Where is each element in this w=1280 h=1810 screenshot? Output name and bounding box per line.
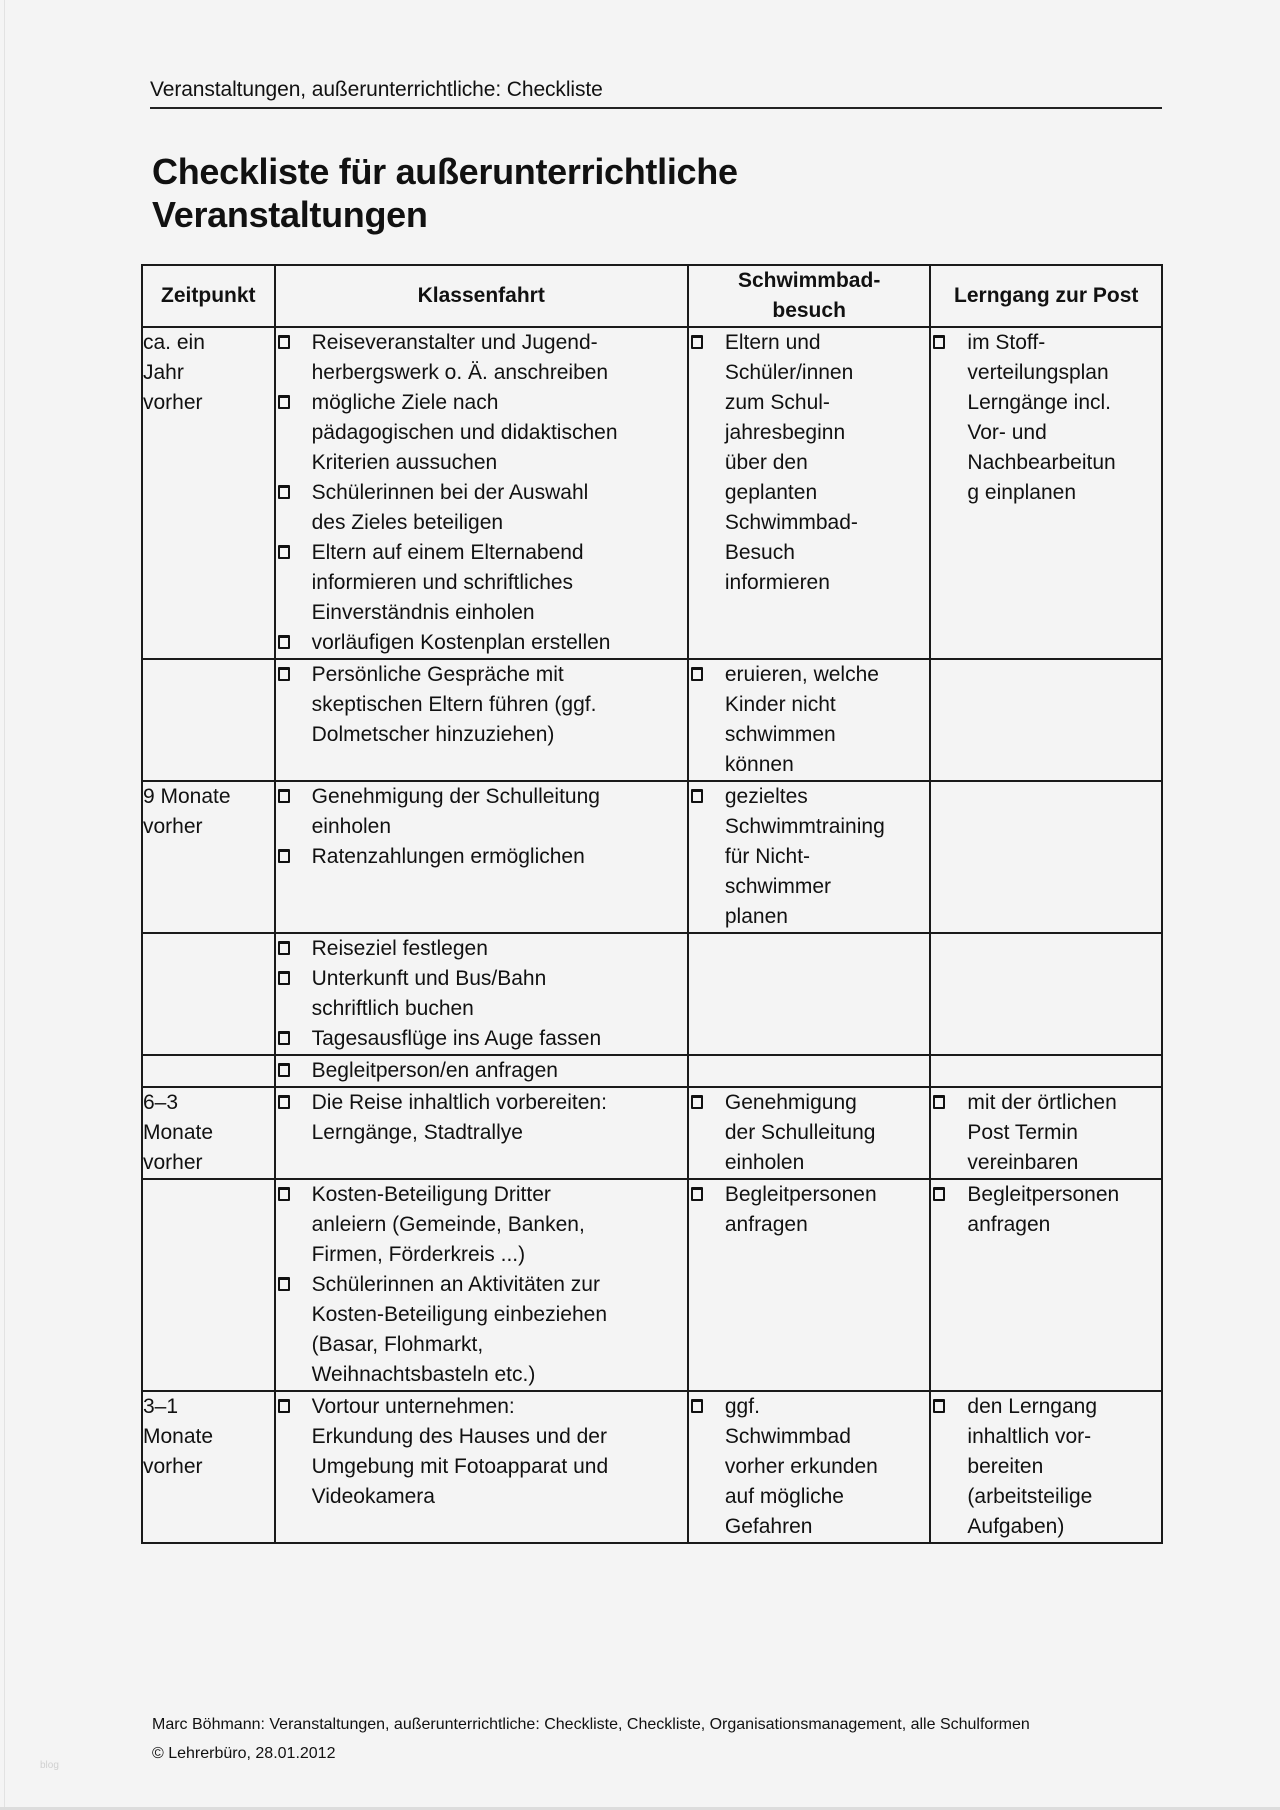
checklist-item-line: Lerngänge incl.: [967, 391, 1112, 414]
checklist-item-line: Weihnachtsbasteln etc.): [311, 1363, 536, 1386]
checklist-item-text: [967, 1180, 1161, 1240]
checklist-item-text: [725, 1392, 930, 1542]
table-row: [142, 1087, 1162, 1179]
cell-zeitpunkt: [142, 1179, 275, 1391]
checkbox-icon[interactable]: [691, 789, 703, 803]
page-title: [152, 150, 738, 236]
cell-zeitpunkt: [142, 659, 275, 781]
checkbox-icon[interactable]: [278, 395, 290, 409]
checklist-item-line: Gefahren: [724, 1515, 813, 1538]
checkbox-icon[interactable]: [691, 1399, 703, 1413]
cell-schwimmbad: [688, 659, 931, 781]
checkbox-icon[interactable]: [278, 485, 290, 499]
checklist-item-text: [312, 388, 687, 478]
cell-klassenfahrt: [275, 933, 688, 1055]
checklist-item-line: Begleitperson/en anfragen: [311, 1059, 558, 1082]
checklist-item-line: Kosten-Beteiligung Dritter: [311, 1183, 551, 1206]
checklist-item-line: den Lerngang: [967, 1395, 1098, 1418]
checklist-item-line: anfragen: [724, 1213, 808, 1236]
checklist-item-line: für Nicht-: [724, 845, 811, 868]
table-row: [142, 1391, 1162, 1543]
header-text: Schwimmbad-: [737, 269, 881, 292]
checklist-item-line: Videokamera: [311, 1485, 435, 1508]
checklist-item: [276, 1270, 687, 1390]
checklist-item-text: [312, 478, 687, 538]
checklist-item-line: schwimmer: [724, 875, 832, 898]
checklist-item: [276, 1180, 687, 1270]
checkbox-icon[interactable]: [278, 635, 290, 649]
checklist-item: [276, 934, 687, 964]
checklist-item-line: (Basar, Flohmarkt,: [311, 1333, 484, 1356]
checklist-item-text: [312, 934, 687, 964]
cell-zeitpunkt: [142, 1055, 275, 1087]
checklist-item-line: schriftlich buchen: [311, 997, 474, 1020]
checklist-item-line: herbergswerk o. Ä. anschreiben: [311, 361, 609, 384]
checklist-item-line: des Zieles beteiligen: [311, 511, 504, 534]
checklist-item: [276, 964, 687, 1024]
header-post: [930, 265, 1162, 327]
checklist-item-line: vereinbaren: [967, 1151, 1079, 1174]
cell-zeitpunkt: [142, 933, 275, 1055]
checklist-item-text: [725, 1180, 930, 1240]
checklist-item: [689, 660, 930, 780]
checklist-item: [931, 328, 1161, 508]
header-klassenfahrt: [275, 265, 688, 327]
checklist-item-line: pädagogischen und didaktischen: [311, 421, 618, 444]
checklist-item-line: Genehmigung der Schulleitung: [311, 785, 600, 808]
zeitpunkt-text: Monate: [143, 1121, 214, 1144]
checklist-item-text: [312, 1024, 687, 1054]
table-row: [142, 781, 1162, 933]
table-row: [142, 659, 1162, 781]
checklist-item-line: Schülerinnen bei der Auswahl: [311, 481, 589, 504]
cell-post: [930, 1055, 1162, 1087]
checklist-item-line: Begleitpersonen: [724, 1183, 877, 1206]
cell-zeitpunkt: [142, 781, 275, 933]
running-header: Veranstaltungen, außerunterrichtliche: Checkliste: [150, 78, 603, 101]
zeitpunkt-text: vorher: [143, 815, 203, 838]
checklist-item-line: Erkundung des Hauses und der: [311, 1425, 607, 1448]
checklist-item: [276, 1392, 687, 1512]
header-text: Klassenfahrt: [417, 284, 545, 307]
checklist-item-line: Unterkunft und Bus/Bahn: [311, 967, 547, 990]
checklist-item-line: Besuch: [724, 541, 795, 564]
checklist-item: [276, 1056, 687, 1086]
cell-schwimmbad: [688, 1179, 931, 1391]
table-row: [142, 327, 1162, 659]
table-body: [142, 327, 1162, 1543]
checkbox-icon[interactable]: [278, 667, 290, 681]
cell-schwimmbad: [688, 1087, 931, 1179]
checklist-item-text: [312, 1180, 687, 1270]
checkbox-icon[interactable]: [278, 1187, 290, 1201]
checklist-item-line: geplanten: [724, 481, 818, 504]
cell-post: [930, 327, 1162, 659]
cell-post: [930, 1179, 1162, 1391]
header-zeitpunkt: [142, 265, 275, 327]
cell-klassenfahrt: [275, 1087, 688, 1179]
checklist-item-line: Eltern und: [724, 331, 821, 354]
header-schwimmbad: [688, 265, 931, 327]
cell-post: [930, 1087, 1162, 1179]
checkbox-icon[interactable]: [278, 971, 290, 985]
checkbox-icon[interactable]: [933, 335, 945, 349]
checklist-item: [276, 628, 687, 658]
checklist-item: [276, 388, 687, 478]
checkbox-icon[interactable]: [278, 1399, 290, 1413]
checklist-item-line: Begleitpersonen: [967, 1183, 1120, 1206]
cell-klassenfahrt: [275, 1179, 688, 1391]
checklist-item-line: Dolmetscher hinzuziehen): [311, 723, 555, 746]
checklist-item-line: skeptischen Eltern führen (ggf.: [311, 693, 597, 716]
checklist-item-line: über den: [724, 451, 808, 474]
checklist-item-line: Einverständnis einholen: [311, 601, 535, 624]
checkbox-icon[interactable]: [278, 1277, 290, 1291]
checkbox-icon[interactable]: [691, 1187, 703, 1201]
checklist-item-line: Schwimmbad-: [724, 511, 858, 534]
checklist-item-text: [967, 1088, 1161, 1178]
cell-klassenfahrt: [275, 781, 688, 933]
checklist-item-text: [312, 782, 687, 842]
checklist-item-line: Kosten-Beteiligung einbeziehen: [311, 1303, 607, 1326]
checklist-item-text: [312, 538, 687, 628]
checklist-item-text: [725, 782, 930, 932]
checklist-item-text: [967, 328, 1161, 508]
cell-zeitpunkt: [142, 327, 275, 659]
footer-citation: Marc Böhmann: Veranstaltungen, außerunterrichtliche: Checkliste, Checkliste, Organisationsmanagement, alle Schulformen: [152, 1716, 1030, 1733]
checklist-item: [689, 1088, 930, 1178]
checklist-item-text: [312, 964, 687, 1024]
checklist-item-text: [312, 1056, 687, 1086]
zeitpunkt-text: 9 Monate: [143, 785, 231, 808]
checklist-item: [276, 842, 687, 872]
cell-schwimmbad: [688, 1055, 931, 1087]
checkbox-icon[interactable]: [278, 941, 290, 955]
checkbox-icon[interactable]: [933, 1399, 945, 1413]
checklist-item-line: anfragen: [967, 1213, 1051, 1236]
header-text: besuch: [772, 299, 846, 322]
table-row: [142, 1179, 1162, 1391]
header-text: Lerngang zur Post: [954, 284, 1139, 307]
checkbox-icon[interactable]: [691, 667, 703, 681]
zeitpunkt-text: Jahr: [143, 361, 184, 384]
checkbox-icon[interactable]: [278, 335, 290, 349]
checklist-item: [276, 782, 687, 842]
checklist-item-line: Schülerinnen an Aktivitäten zur: [311, 1273, 600, 1296]
cell-schwimmbad: [688, 933, 931, 1055]
cell-post: [930, 781, 1162, 933]
checklist-item-line: Umgebung mit Fotoapparat und: [311, 1455, 609, 1478]
checklist-item-line: verteilungsplan: [967, 361, 1109, 384]
checklist-item-text: [312, 1392, 687, 1512]
checklist-item: [276, 478, 687, 538]
checklist-item-line: Nachbearbeitun: [967, 451, 1116, 474]
checklist-item-text: [312, 328, 687, 388]
header-text: Zeitpunkt: [161, 284, 256, 307]
checklist-item-line: Schüler/innen: [724, 361, 854, 384]
page-edge: [0, 0, 5, 1810]
cell-zeitpunkt: [142, 1087, 275, 1179]
footer-copyright: © Lehrerbüro, 28.01.2012: [152, 1745, 336, 1762]
checklist-item-line: Vor- und: [967, 421, 1047, 444]
cell-klassenfahrt: [275, 1055, 688, 1087]
checkbox-icon[interactable]: [691, 1095, 703, 1109]
header-rule: [150, 107, 1162, 109]
checklist-item-line: bereiten: [967, 1455, 1044, 1478]
checklist-item: [276, 1024, 687, 1054]
checklist-item-line: Lerngänge, Stadtrallye: [311, 1121, 523, 1144]
checklist-item-line: gezieltes: [724, 785, 808, 808]
checklist-item-line: Die Reise inhaltlich vorbereiten:: [311, 1091, 607, 1114]
checklist-item-text: [725, 328, 930, 598]
cell-schwimmbad: [688, 781, 931, 933]
checklist-item: [276, 660, 687, 750]
checklist-item-text: [725, 1088, 930, 1178]
checklist-item: [689, 1392, 930, 1542]
checklist-item-line: Reiseveranstalter und Jugend-: [311, 331, 598, 354]
zeitpunkt-text: 6–3: [143, 1091, 179, 1114]
checkbox-icon[interactable]: [278, 545, 290, 559]
zeitpunkt-text: vorher: [143, 1455, 203, 1478]
checklist-item: [689, 328, 930, 598]
checklist-table: [141, 264, 1163, 1544]
checklist-item-line: können: [724, 753, 794, 776]
zeitpunkt-text: ca. ein: [143, 331, 205, 354]
checklist-item-text: [725, 660, 930, 780]
checkbox-icon[interactable]: [278, 1063, 290, 1077]
checklist-item-line: schwimmen: [724, 723, 836, 746]
checklist-item: [276, 1088, 687, 1148]
cell-klassenfahrt: [275, 1391, 688, 1543]
cell-zeitpunkt: [142, 1391, 275, 1543]
checklist-item-line: Aufgaben): [967, 1515, 1065, 1538]
checklist-item-line: Ratenzahlungen ermöglichen: [311, 845, 585, 868]
checklist-item-line: Post Termin: [967, 1121, 1078, 1144]
checklist-item-line: eruieren, welche: [724, 663, 879, 686]
checklist-item-line: Tagesausflüge ins Auge fassen: [311, 1027, 602, 1050]
checklist-item-text: [967, 1392, 1161, 1542]
checklist-item: [931, 1180, 1161, 1240]
cell-post: [930, 1391, 1162, 1543]
checklist-item-line: mit der örtlichen: [967, 1091, 1117, 1114]
checklist-item-line: ggf.: [724, 1395, 760, 1418]
checklist-item-line: Eltern auf einem Elternabend: [311, 541, 584, 564]
zeitpunkt-text: vorher: [143, 391, 203, 414]
checklist-item-line: im Stoff-: [967, 331, 1046, 354]
checklist-item-text: [312, 842, 687, 872]
checklist-item-line: planen: [724, 905, 788, 928]
table-header-row: [142, 265, 1162, 327]
checklist-item-line: mögliche Ziele nach: [311, 391, 499, 414]
checkbox-icon[interactable]: [278, 789, 290, 803]
checklist-item-line: zum Schul-: [724, 391, 830, 414]
checklist-item-line: Vortour unternehmen:: [311, 1395, 515, 1418]
checkbox-icon[interactable]: [278, 849, 290, 863]
checklist-item-text: [312, 628, 687, 658]
checkbox-icon[interactable]: [278, 1031, 290, 1045]
checklist-item: [931, 1392, 1161, 1542]
checklist-item-text: [312, 1088, 687, 1148]
cell-post: [930, 933, 1162, 1055]
checklist-item-line: Persönliche Gespräche mit: [311, 663, 564, 686]
checklist-item-line: Kinder nicht: [724, 693, 836, 716]
checklist-item: [276, 538, 687, 628]
table-row: [142, 1055, 1162, 1087]
checklist-item-line: Genehmigung: [724, 1091, 857, 1114]
zeitpunkt-text: vorher: [143, 1151, 203, 1174]
checkbox-icon[interactable]: [691, 335, 703, 349]
title-line-2: Veranstaltungen: [152, 194, 428, 235]
checkbox-icon[interactable]: [278, 1095, 290, 1109]
cell-klassenfahrt: [275, 659, 688, 781]
zeitpunkt-text: Monate: [143, 1425, 214, 1448]
zeitpunkt-text: 3–1: [143, 1395, 179, 1418]
checklist-item-line: Kriterien aussuchen: [311, 451, 498, 474]
checklist-item-line: Schwimmbad: [724, 1425, 851, 1448]
checklist-item-text: [312, 1270, 687, 1390]
checklist-item-line: vorher erkunden: [724, 1455, 878, 1478]
table-row: [142, 933, 1162, 1055]
checklist-item-line: Schwimmtraining: [724, 815, 885, 838]
checklist-item-line: inhaltlich vor-: [967, 1425, 1092, 1448]
checklist-item-line: einholen: [311, 815, 392, 838]
checklist-item-line: g einplanen: [967, 481, 1077, 504]
checkbox-icon[interactable]: [933, 1095, 945, 1109]
checklist-item-line: (arbeitsteilige: [967, 1485, 1093, 1508]
checklist-item: [689, 782, 930, 932]
checklist-item-line: informieren und schriftliches: [311, 571, 574, 594]
checklist-item: [931, 1088, 1161, 1178]
checklist-item-text: [312, 660, 687, 750]
checklist-item-line: vorläufigen Kostenplan erstellen: [311, 631, 611, 654]
checklist-item: [276, 328, 687, 388]
watermark: blog: [40, 1760, 59, 1771]
checklist-item-line: einholen: [724, 1151, 805, 1174]
checkbox-icon[interactable]: [933, 1187, 945, 1201]
checklist-item-line: auf mögliche: [724, 1485, 844, 1508]
checklist-item-line: anleiern (Gemeinde, Banken,: [311, 1213, 585, 1236]
title-line-1: Checkliste für außerunterrichtliche: [152, 151, 738, 192]
checklist-item-line: Reiseziel festlegen: [311, 937, 488, 960]
cell-klassenfahrt: [275, 327, 688, 659]
cell-post: [930, 659, 1162, 781]
checklist-item-line: informieren: [724, 571, 830, 594]
checklist-item-line: jahresbeginn: [724, 421, 846, 444]
checklist-item: [689, 1180, 930, 1240]
checklist-item-line: Firmen, Förderkreis ...): [311, 1243, 526, 1266]
cell-schwimmbad: [688, 1391, 931, 1543]
checklist-item-line: der Schulleitung: [724, 1121, 876, 1144]
cell-schwimmbad: [688, 327, 931, 659]
